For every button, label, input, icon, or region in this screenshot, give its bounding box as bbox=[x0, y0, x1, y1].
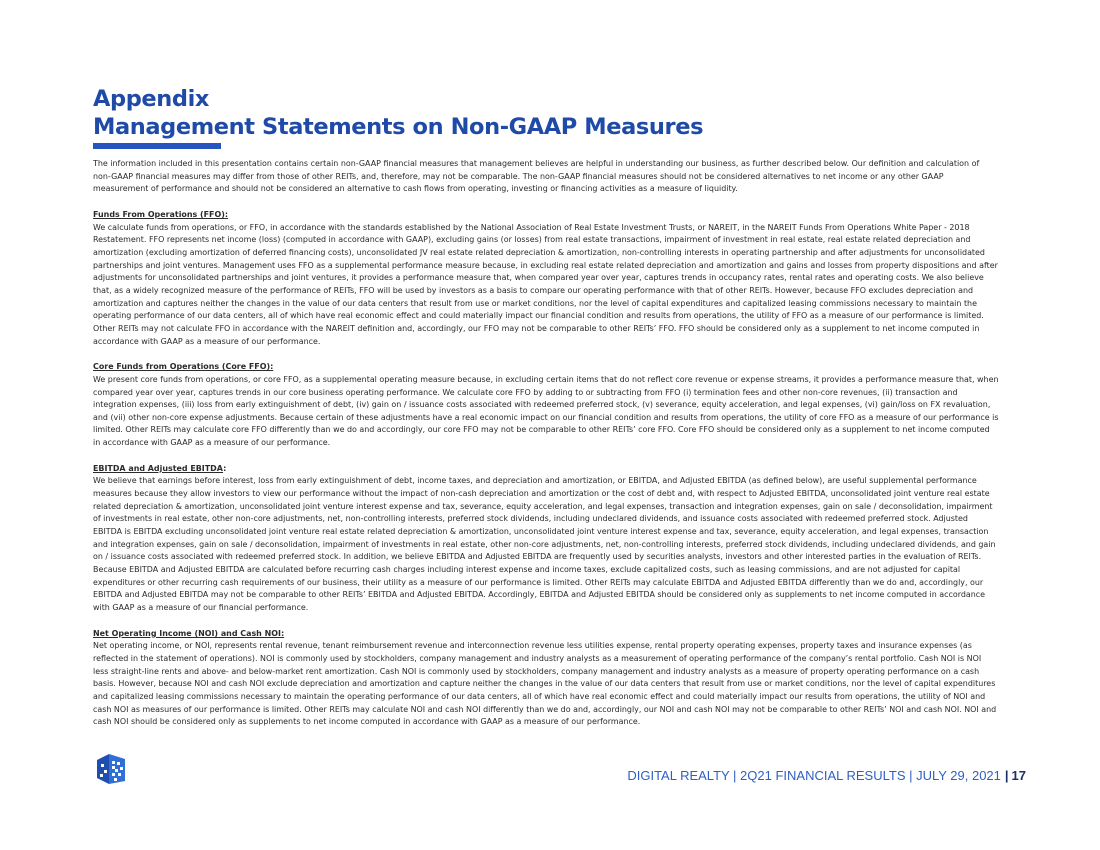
title-line-management-statements: Management Statements on Non-GAAP Measures bbox=[93, 114, 704, 140]
section-ebitda bbox=[93, 463, 999, 615]
footer-text: DIGITAL REALTY | 2Q21 FINANCIAL RESULTS | JULY 29, 2021 bbox=[627, 768, 1001, 783]
title-accent-bar bbox=[93, 143, 221, 149]
section-heading-ebitda bbox=[93, 463, 999, 476]
section-core-ffo bbox=[93, 361, 999, 450]
section-noi bbox=[93, 628, 999, 729]
section-heading-noi-suffix: : bbox=[280, 628, 285, 638]
title-line-appendix: Appendix bbox=[93, 86, 210, 112]
document-body bbox=[93, 158, 999, 729]
page-number: 17 bbox=[1011, 768, 1026, 783]
section-heading-ffo-suffix: : bbox=[224, 209, 229, 219]
intro-paragraph: The information included in this presentation contains certain non-GAAP financial measures that management believes are helpful in understanding our business, as further described below. Our definition and calculation of non-GAAP financial measures may differ from those of other REITs, and, therefore, may not be comparable. The non-GAAP financial measures should not be considered alternatives to net income or any other GAAP measurement of performance and should not be considered an alternative to cash flows from operating, investing or financing activities as a measure of liquidity. bbox=[93, 159, 980, 194]
section-heading-core-ffo bbox=[93, 361, 999, 374]
digital-realty-logo-icon bbox=[95, 752, 127, 786]
section-ffo bbox=[93, 209, 999, 348]
section-heading-ebitda-suffix: : bbox=[223, 463, 227, 473]
section-heading-noi bbox=[93, 628, 999, 641]
section-text-ffo: We calculate funds from operations, or FFO, in accordance with the standards established by the National Association of Real Estate Investment Trusts, or NAREIT, in the NAREIT Funds From Operations White Paper - 2018 Restatement. FFO represents net income (loss) (computed in accordance with GAAP), excluding gains (or losses) from real estate transactions, impairment of investment in real estate, real estate related depreciation and amortization (excluding amortization of deferred financing costs), unconsolidated JV real estate related depreciation & amortization, non-controlling interests in operating partnership and after adjustments for unconsolidated partnerships and joint ventures. Management uses FFO as a supplemental performance measure because, in excluding real estate related depreciation and amortization and gains and losses from property dispositions and after adjustments for unconsolidated partnerships and joint ventures, it provides a performance measure that, when compared year over year, captures trends in occupancy rates, rental rates and operating costs. We also believe that, as a widely recognized measure of the performance of REITs, FFO will be used by investors as a basis to compare our operating performance with that of other REITs. However, because FFO excludes depreciation and amortization and captures neither the changes in the value of our data centers that result from use or market conditions, nor the level of capital expenditures and capitalized leasing commissions necessary to maintain the operating performance of our data centers, all of which have real economic effect and could materially impact our financial condition and results from operations, the utility of FFO as a measure of our performance is limited. Other REITs may not calculate FFO in accordance with the NAREIT definition and, accordingly, our FFO may not be comparable to other REITs’ FFO. FFO should be considered only as a supplement to net income computed in accordance with GAAP as a measure of our performance. bbox=[93, 222, 998, 346]
footer bbox=[560, 768, 1026, 784]
section-heading-ebitda-text: EBITDA and Adjusted EBITDA bbox=[93, 463, 224, 473]
section-heading-core-ffo-suffix: : bbox=[270, 362, 274, 372]
section-heading-ffo bbox=[93, 209, 999, 222]
section-text-core-ffo: We present core funds from operations, or core FFO, as a supplemental operating measure because, in excluding certain items that do not reflect core revenue or expense streams, it provides a performance measure that, when compared year over year, captures trends in our core business operating performance. We calculate core FFO by adding to or subtracting from FFO (i) termination fees and other non-core revenues, (ii) transaction and integration expenses, (iii) loss from early extinguishment of debt, (iv) gain on / issuance costs associated with redeemed preferred stock, (v) severance, equity acceleration, and legal expenses, (vi) gain/loss on FX revaluation, and (vii) other non-core expense adjustments. Because certain of these adjustments have a real economic impact on our financial condition and results from operations, the utility of core FFO as a measure of our performance is limited. Other REITs may calculate core FFO differently than we do and accordingly, our core FFO may not be comparable to other REITs’ core FFO. Core FFO should be considered only as a supplement to net income computed in accordance with GAAP as a measure of our performance. bbox=[93, 374, 999, 448]
section-heading-noi-text: Net Operating Income (NOI) and Cash NOI bbox=[93, 628, 281, 638]
section-heading-core-ffo-text: Core Funds from Operations (Core FFO) bbox=[93, 362, 271, 372]
section-text-ebitda: We believe that earnings before interest, loss from early extinguishment of debt, income taxes, and depreciation and amortization, or EBITDA, and Adjusted EBITDA (as defined below), are useful supplemental performance measures because they allow investors to view our performance without the impact of non-cash depreciation and amortization or the cost of debt and, with respect to Adjusted EBITDA, unconsolidated joint venture real estate related depreciation & amortization, unconsolidated joint venture interest expense and tax, severance, equity acceleration, and legal expenses, transaction and integration expenses, gain on sale / deconsolidation, impairment of investments in real estate, other non-core adjustments, net, non-controlling interests, preferred stock dividends, including undeclared dividends, and issuance costs associated with redeemed preferred stock. Adjusted EBITDA is EBITDA excluding unconsolidated joint venture real estate related depreciation & amortization, unconsolidated joint venture interest expense and tax, severance, equity acceleration, and legal expenses, transaction and integration expenses, gain on sale / deconsolidation, impairment of investments in real estate, other non-core adjustments, net, non-controlling interests, preferred stock dividends, including undeclared dividends, and gain on / issuance costs associated with redeemed preferred stock. In addition, we believe EBITDA and Adjusted EBITDA are frequently used by securities analysts, investors and other interested parties in the evaluation of REITs. Because EBITDA and Adjusted EBITDA are calculated before recurring cash charges including interest expense and income taxes, exclude capitalized costs, such as leasing commissions, and are not adjusted for capital expenditures or other recurring cash requirements of our business, their utility as a measure of our performance is limited. Other REITs may calculate EBITDA and Adjusted EBITDA differently than we do and, accordingly, our EBITDA and Adjusted EBITDA may not be comparable to other REITs’ EBITDA and Adjusted EBITDA. Accordingly, EBITDA and Adjusted EBITDA should be considered only as supplements to net income computed in accordance with GAAP as a measure of our financial performance. bbox=[93, 476, 996, 612]
page-title bbox=[93, 85, 703, 141]
section-heading-ffo-text: Funds From Operations (FFO) bbox=[93, 209, 225, 219]
footer-separator: | bbox=[1004, 768, 1009, 783]
section-text-noi: Net operating income, or NOI, represents rental revenue, tenant reimbursement revenue and interconnection revenue less utilities expense, rental property operating expenses, property taxes and insurance expenses (as reflected in the statement of operations). NOI is commonly used by stockholders, company management and industry analysts as a measurement of operating performance of the company’s rental portfolio. Cash NOI is NOI less straight-line rents and above- and below-market rent amortization. Cash NOI is commonly used by stockholders, company management and industry analysts as a measure of property operating performance on a cash basis. However, because NOI and cash NOI exclude depreciation and amortization and capture neither the changes in the value of our data centers that result from use or market conditions, nor the level of capital expenditures and capitalized leasing commissions necessary to maintain the operating performance of our data centers, all of which have real economic effect and could materially impact our results from operations, the utility of NOI and cash NOI as measures of our performance is limited. Other REITs may calculate NOI and cash NOI differently than we do and, accordingly, our NOI and cash NOI may not be comparable to other REITs’ NOI and cash NOI. NOI and cash NOI should be considered only as supplements to net income computed in accordance with GAAP as a measure of our performance. bbox=[93, 641, 997, 727]
